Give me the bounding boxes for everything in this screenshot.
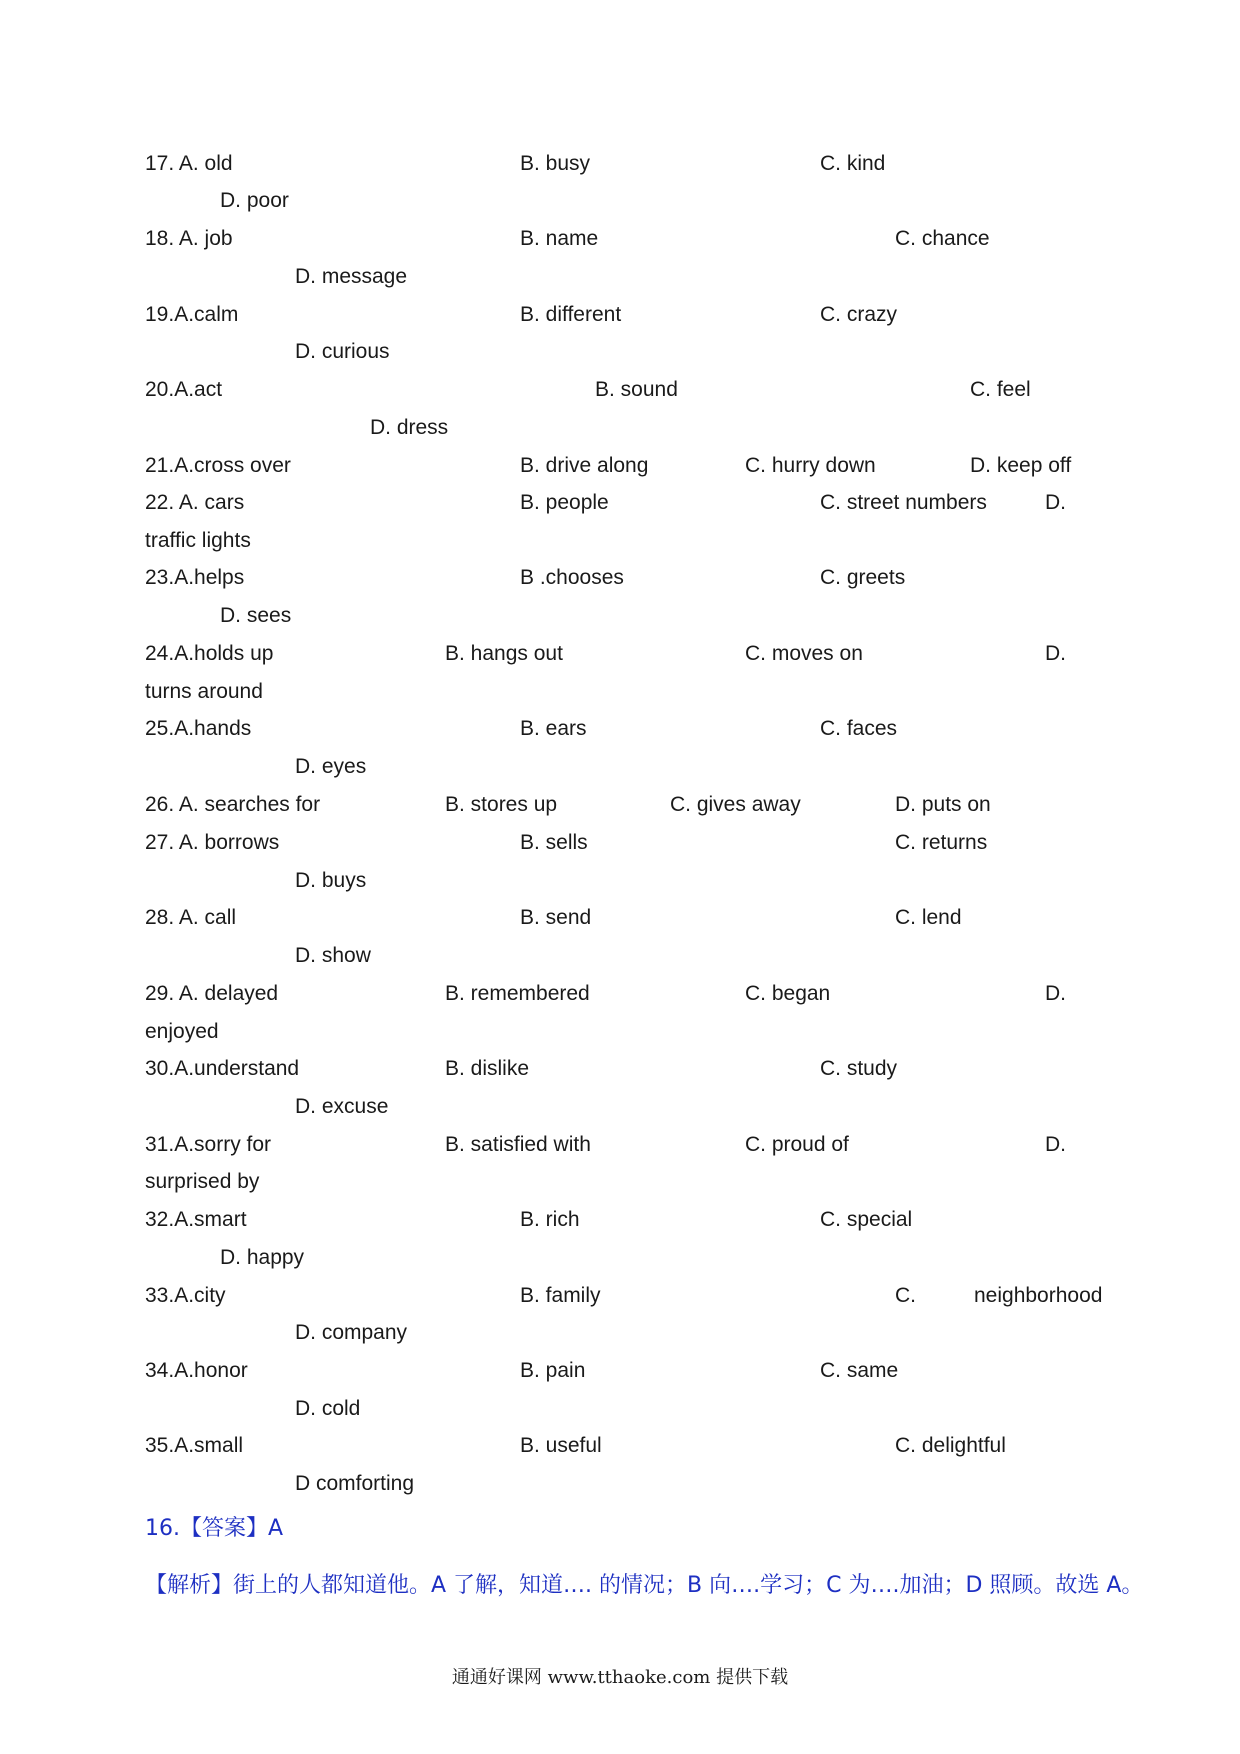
q28-option-a: 28. A. call <box>145 906 237 929</box>
q32-option-b: B. rich <box>520 1208 580 1231</box>
q33-option-c: C. <box>895 1284 916 1307</box>
q24-option-a: 24.A.holds up <box>145 642 274 665</box>
q24-option-d: D. <box>1045 642 1066 665</box>
q19-option-b: B. different <box>520 303 622 326</box>
q29-option-d-text: enjoyed <box>145 1020 219 1043</box>
q25-option-c: C. faces <box>820 717 898 740</box>
q22-option-b: B. people <box>520 491 609 514</box>
q31-option-c: C. proud of <box>745 1133 849 1156</box>
q29-option-a: 29. A. delayed <box>145 982 279 1005</box>
q27-option-b: B. sells <box>520 831 588 854</box>
q17-option-a: 17. A. old <box>145 152 233 175</box>
q33-option-a: 33.A.city <box>145 1284 226 1307</box>
q24-option-d-text: turns around <box>145 680 263 703</box>
answer-analysis: 【解析】街上的人都知道他。A 了解，知道…. 的情况；B 向….学习；C 为….加油；D 照顾。故选 A。 <box>145 1573 1144 1598</box>
q21-option-c: C. hurry down <box>745 454 876 477</box>
q34-option-c: C. same <box>820 1359 899 1382</box>
q31-option-b: B. satisfied with <box>445 1133 591 1156</box>
q34-option-d: D. cold <box>295 1397 361 1420</box>
q28-option-b: B. send <box>520 906 592 929</box>
q22-option-c: C. street numbers <box>820 491 987 514</box>
q35-option-b: B. useful <box>520 1434 602 1457</box>
q31-option-d: D. <box>1045 1133 1066 1156</box>
q23-option-a: 23.A.helps <box>145 566 245 589</box>
q25-option-b: B. ears <box>520 717 587 740</box>
q18-option-d: D. message <box>295 265 408 288</box>
q32-option-d: D. happy <box>220 1246 305 1269</box>
q24-option-b: B. hangs out <box>445 642 563 665</box>
q35-option-d: D comforting <box>295 1472 415 1495</box>
answer-label: 16.【答案】A <box>145 1516 284 1541</box>
q23-option-c: C. greets <box>820 566 906 589</box>
q33-option-b: B. family <box>520 1284 601 1307</box>
q24-option-c: C. moves on <box>745 642 863 665</box>
q34-option-b: B. pain <box>520 1359 586 1382</box>
q19-option-a: 19.A.calm <box>145 303 239 326</box>
q32-option-c: C. special <box>820 1208 913 1231</box>
q22-option-d: D. <box>1045 491 1066 514</box>
q30-option-d: D. excuse <box>295 1095 389 1118</box>
q21-option-b: B. drive along <box>520 454 649 477</box>
q22-option-d-text: traffic lights <box>145 529 251 552</box>
q30-option-a: 30.A.understand <box>145 1057 300 1080</box>
q27-option-d: D. buys <box>295 869 367 892</box>
q19-option-d: D. curious <box>295 340 390 363</box>
q30-option-b: B. dislike <box>445 1057 530 1080</box>
q28-option-c: C. lend <box>895 906 962 929</box>
q17-option-c: C. kind <box>820 152 886 175</box>
q29-option-c: C. began <box>745 982 831 1005</box>
q26-option-b: B. stores up <box>445 793 558 816</box>
q33-option-d: D. company <box>295 1321 408 1344</box>
q23-option-d: D. sees <box>220 604 292 627</box>
q35-option-c: C. delightful <box>895 1434 1006 1457</box>
q21-option-d: D. keep off <box>970 454 1072 477</box>
q17-option-b: B. busy <box>520 152 591 175</box>
q30-option-c: C. study <box>820 1057 898 1080</box>
q20-option-c: C. feel <box>970 378 1031 401</box>
q18-option-b: B. name <box>520 227 599 250</box>
q26-option-d: D. puts on <box>895 793 991 816</box>
q25-option-a: 25.A.hands <box>145 717 252 740</box>
q20-option-a: 20.A.act <box>145 378 223 401</box>
q17-option-d: D. poor <box>220 189 289 212</box>
q31-option-d-text: surprised by <box>145 1170 260 1193</box>
q35-option-a: 35.A.small <box>145 1434 244 1457</box>
q21-option-a: 21.A.cross over <box>145 454 291 477</box>
q20-option-b: B. sound <box>595 378 678 401</box>
q34-option-a: 34.A.honor <box>145 1359 248 1382</box>
q31-option-a: 31.A.sorry for <box>145 1133 272 1156</box>
q32-option-a: 32.A.smart <box>145 1208 247 1231</box>
q18-option-a: 18. A. job <box>145 227 233 250</box>
q26-option-a: 26. A. searches for <box>145 793 321 816</box>
q33-option-c-text: neighborhood <box>974 1284 1103 1307</box>
q23-option-b: B .chooses <box>520 566 624 589</box>
q20-option-d: D. dress <box>370 416 449 439</box>
q28-option-d: D. show <box>295 944 371 967</box>
page-footer: 通通好课网 www.tthaoke.com 提供下载 <box>451 1667 789 1688</box>
q26-option-c: C. gives away <box>670 793 801 816</box>
q27-option-a: 27. A. borrows <box>145 831 280 854</box>
q27-option-c: C. returns <box>895 831 988 854</box>
q25-option-d: D. eyes <box>295 755 367 778</box>
q29-option-b: B. remembered <box>445 982 590 1005</box>
q22-option-a: 22. A. cars <box>145 491 245 514</box>
q19-option-c: C. crazy <box>820 303 898 326</box>
q29-option-d: D. <box>1045 982 1066 1005</box>
q18-option-c: C. chance <box>895 227 990 250</box>
